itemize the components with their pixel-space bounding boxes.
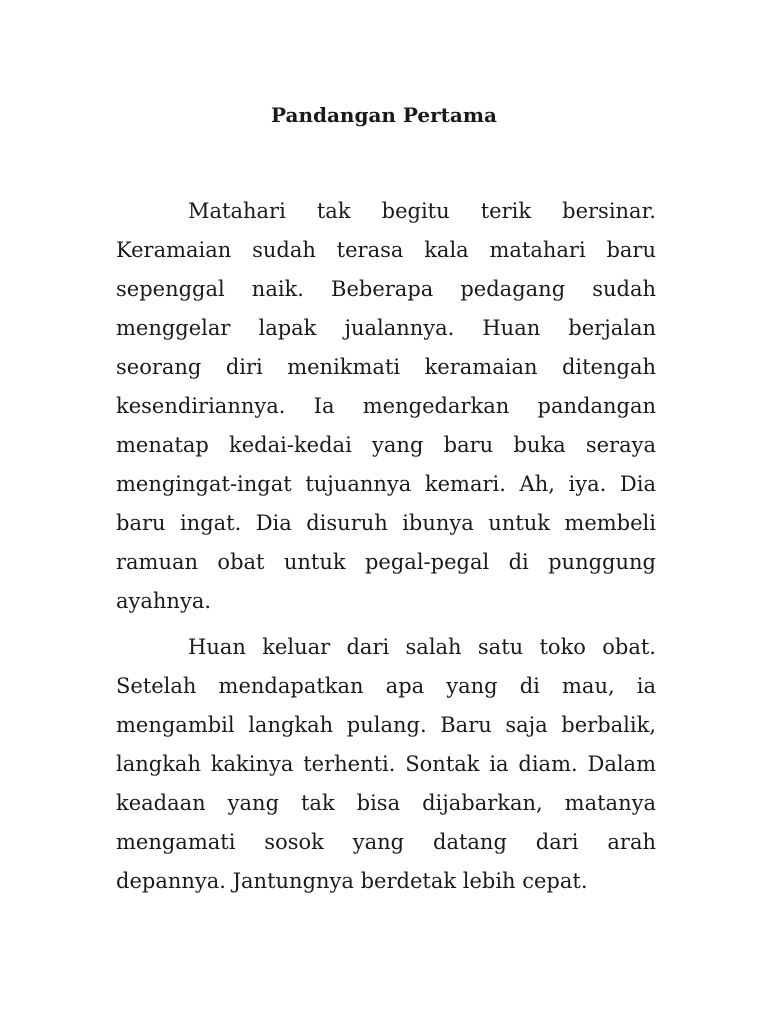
document-body (116, 192, 656, 901)
paragraph-2: Huan keluar dari salah satu toko obat. Setelah mendapatkan apa yang di mau, ia mengambil langkah pulang. Baru saja berbalik, langkah kakinya terhenti. Sontak ia diam. Dalam keadaan yang tak bisa dijabarkan, matanya mengamati sosok yang datang dari arah depannya. Jantungnya berdetak lebih cepat. (116, 635, 656, 893)
document-title: Pandangan Pertama (270, 103, 497, 127)
paragraph-1: Matahari tak begitu terik bersinar. Keramaian sudah terasa kala matahari baru sepenggal naik. Beberapa pedagang sudah menggelar lapak jualannya. Huan berjalan seorang diri menikmati keramaian ditengah kesendiriannya. Ia mengedarkan pandangan menatap kedai-kedai yang baru buka seraya mengingat-ingat tujuannya kemari. Ah, iya. Dia baru ingat. Dia disuruh ibunya untuk membeli ramuan obat untuk pegal-pegal di punggung ayahnya. (116, 199, 656, 613)
